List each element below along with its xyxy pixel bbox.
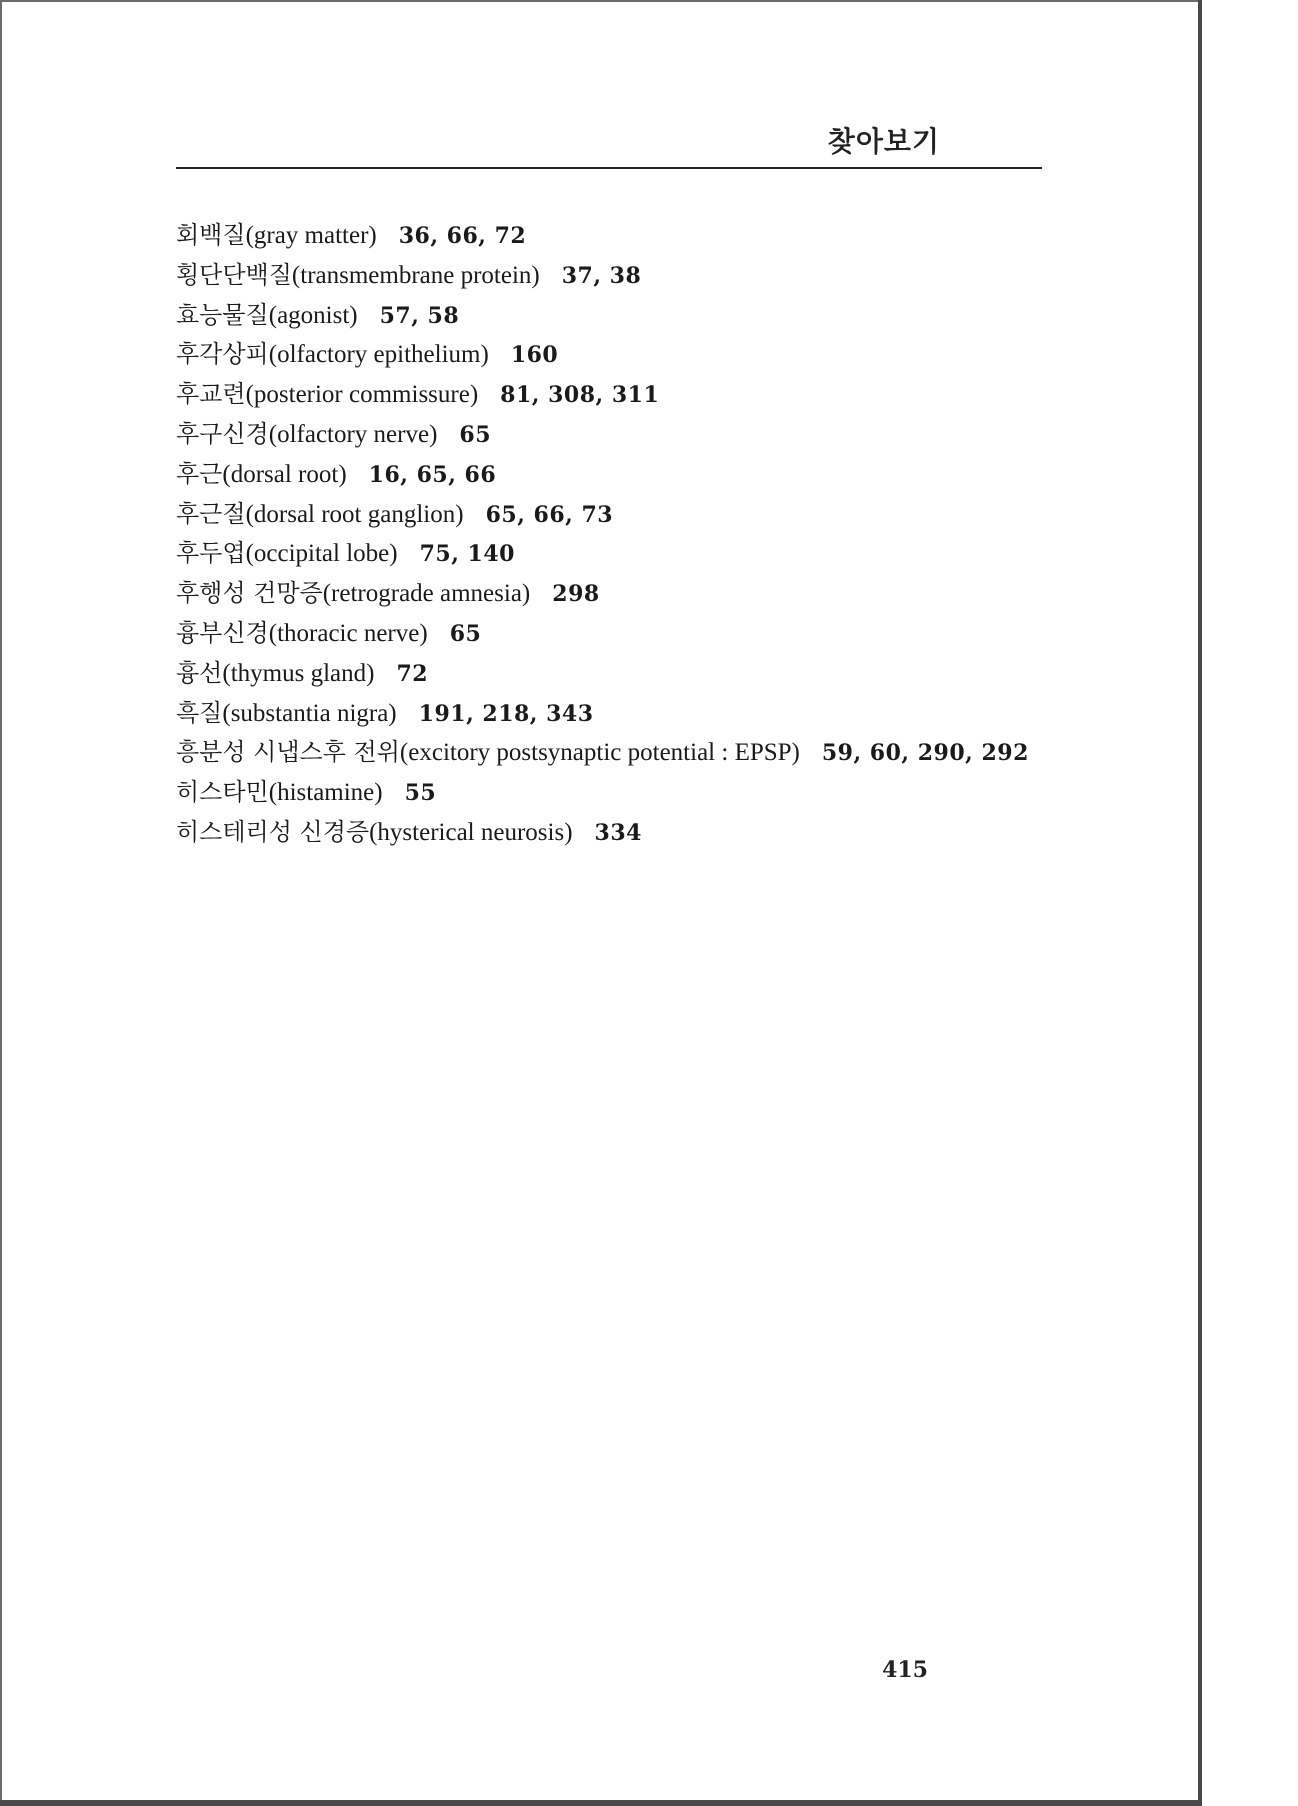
index-entry <box>176 455 1029 495</box>
term-korean: 흑질 <box>176 698 223 727</box>
page-refs: 55 <box>404 780 437 807</box>
term-english: (olfactory nerve) <box>268 420 438 448</box>
term-english: (olfactory epithelium) <box>268 341 489 369</box>
page-refs: 334 <box>594 819 642 846</box>
term-english: (thymus gland) <box>222 659 375 687</box>
page-refs: 36, 66, 72 <box>398 223 527 249</box>
index-entry <box>176 256 1029 296</box>
term-english: (agonist) <box>268 301 358 329</box>
term-english: (transmembrane protein) <box>291 261 540 289</box>
term-korean: 히스타민 <box>176 778 269 807</box>
page-refs: 65 <box>449 620 482 647</box>
term-korean: 후근절 <box>176 499 246 528</box>
page-refs: 59, 60, 290, 292 <box>821 740 1029 767</box>
term-english: (dorsal root ganglion) <box>245 500 464 528</box>
term-korean: 후각상피 <box>176 340 269 369</box>
index-entry <box>176 495 1029 535</box>
index-entry <box>176 375 1029 415</box>
page-refs: 191, 218, 343 <box>418 700 594 727</box>
term-korean: 흥분성 시냅스후 전위 <box>176 738 400 767</box>
term-korean: 후근 <box>176 459 223 488</box>
page-refs: 65, 66, 73 <box>485 501 614 528</box>
term-english: (substantia nigra) <box>222 699 397 727</box>
page-refs: 298 <box>552 581 600 608</box>
running-head: 찾아보기 <box>827 125 940 158</box>
term-english: (thoracic nerve) <box>268 619 428 647</box>
page-edge-shadow <box>1198 0 1202 1806</box>
term-korean: 회백질 <box>176 221 246 249</box>
term-english: (dorsal root) <box>222 460 347 488</box>
term-korean: 횡단단백질 <box>176 260 292 289</box>
index-entry <box>176 694 1029 734</box>
term-english: (retrograde amnesia) <box>322 580 531 608</box>
page-bottom-shadow <box>0 1800 1202 1806</box>
index-list <box>176 216 1029 853</box>
term-korean: 흉선 <box>176 658 223 687</box>
term-korean: 히스테리성 신경증 <box>176 817 370 846</box>
term-korean: 효능물질 <box>176 300 269 329</box>
term-korean: 후두엽 <box>176 539 246 568</box>
term-korean: 후교련 <box>176 380 246 409</box>
term-english: (excitory postsynaptic potential : EPSP) <box>399 739 800 767</box>
page-refs: 75, 140 <box>419 541 515 568</box>
page-refs: 16, 65, 66 <box>368 461 497 488</box>
term-english: (gray matter) <box>245 222 377 249</box>
term-korean: 후구신경 <box>176 419 269 448</box>
index-entry <box>176 654 1029 694</box>
page-refs: 72 <box>396 660 429 687</box>
page-refs: 57, 58 <box>379 302 460 329</box>
term-korean: 후행성 건망증 <box>176 579 323 608</box>
page-number: 415 <box>882 1657 928 1683</box>
index-entry <box>176 216 1029 256</box>
term-english: (posterior commissure) <box>245 381 479 409</box>
term-korean: 흉부신경 <box>176 618 269 647</box>
page-refs: 81, 308, 311 <box>500 382 660 409</box>
index-entry <box>176 733 1029 773</box>
index-entry <box>176 574 1029 614</box>
index-entry <box>176 296 1029 336</box>
term-english: (histamine) <box>268 779 383 807</box>
page-refs: 160 <box>510 342 559 369</box>
index-entry <box>176 335 1029 375</box>
page-refs: 37, 38 <box>561 262 642 289</box>
index-entry <box>176 813 1029 853</box>
term-english: (hysterical neurosis) <box>369 818 573 846</box>
term-english: (occipital lobe) <box>245 540 398 568</box>
page-refs: 65 <box>459 421 492 448</box>
header-rule <box>176 167 1042 169</box>
index-entry <box>176 415 1029 455</box>
index-entry <box>176 614 1029 654</box>
index-entry <box>176 534 1029 574</box>
index-entry <box>176 773 1029 813</box>
